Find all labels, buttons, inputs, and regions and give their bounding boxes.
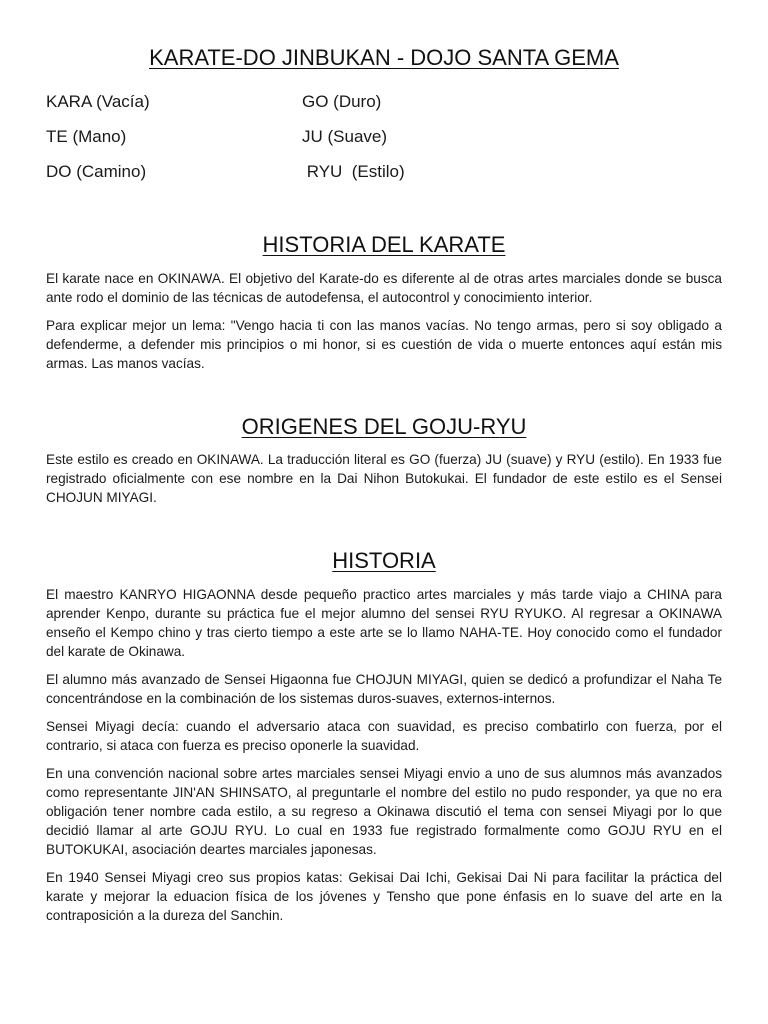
term-left: KARA (Vacía)	[46, 91, 150, 111]
document-title: KARATE-DO JINBUKAN - DOJO SANTA GEMA	[149, 45, 619, 70]
term-left: DO (Camino)	[46, 161, 147, 181]
section-heading: ORIGENES DEL GOJU-RYU	[241, 414, 527, 439]
paragraph: En 1940 Sensei Miyagi creo sus propios katas: Gekisai Dai Ichi, Gekisai Dai Ni para facilitar la práctica del karate y mejorar la eduacion física de los jóvenes y Tensho que pone énfasis en lo suave del arte en la contraposición a la dureza del Sanchin.	[46, 870, 722, 923]
term-row	[46, 154, 722, 189]
section-historia	[46, 547, 722, 925]
term-right: GO (Duro)	[302, 91, 382, 111]
section-historia-karate	[46, 231, 722, 373]
paragraph: El maestro KANRYO HIGAONNA desde pequeño practico artes marciales y más tarde viajo a CHINA para aprender Kenpo, durante su práctica fue el mejor alumno del sensei RYU RYUKO. Al regresar a OKINAWA enseño el Kempo chino y tras cierto tiempo a este arte se lo llamo NAHA-TE. Hoy conocido como el fundador del karate de Okinawa.	[46, 587, 722, 659]
paragraph: Este estilo es creado en OKINAWA. La traducción literal es GO (fuerza) JU (suave) y RYU (estilo). En 1933 fue registrado oficialmente con ese nombre en la Dai Nihon Butokukai. El fundador de este estilo es el Sensei CHOJUN MIYAGI.	[46, 452, 722, 505]
paragraph: Para explicar mejor un lema: "Vengo hacia ti con las manos vacías. No tengo armas, pero si soy obligado a defenderme, a defender mis principios o mi honor, si es cuestión de vida o muerte entonces aquí están mis armas. Las manos vacías.	[46, 318, 722, 371]
term-left: TE (Mano)	[46, 126, 127, 146]
term-right: RYU (Estilo)	[302, 161, 405, 181]
paragraph: Sensei Miyagi decía: cuando el adversario ataca con suavidad, es preciso combatirlo con fuerza, por el contrario, si ataca con fuerza es preciso oponerle la suavidad.	[46, 719, 722, 753]
term-row	[46, 119, 722, 154]
term-row	[46, 84, 722, 119]
paragraph: En una convención nacional sobre artes marciales sensei Miyagi envio a uno de sus alumnos más avanzados como representante JIN'AN SHINSATO, al preguntarle el nombre del estilo no pudo responder, ya que no era obligación tener nombre cada estilo, a su regreso a Okinawa discutió el tema con sensei Miyagi por lo que decidió llamar al arte GOJU RYU. Lo cual en 1933 fue registrado formalmente como GOJU RYU en el BUTOKUKAI, asociación deartes marciales japonesas.	[46, 766, 722, 857]
section-origenes-goju-ryu	[46, 413, 722, 507]
paragraph: El karate nace en OKINAWA. El objetivo del Karate-do es diferente al de otras artes marciales donde se busca ante rodo el dominio de las técnicas de autodefensa, el autocontrol y conocimiento interior.	[46, 271, 722, 305]
section-heading: HISTORIA	[332, 548, 436, 573]
terms-list	[46, 84, 722, 189]
document-page	[46, 0, 722, 925]
paragraph: El alumno más avanzado de Sensei Higaonna fue CHOJUN MIYAGI, quien se dedicó a profundizar el Naha Te concentrándose en la combinación de los sistemas duros-suaves, externos-internos.	[46, 672, 722, 706]
term-right: JU (Suave)	[302, 126, 388, 146]
section-heading: HISTORIA DEL KARATE	[262, 232, 506, 257]
